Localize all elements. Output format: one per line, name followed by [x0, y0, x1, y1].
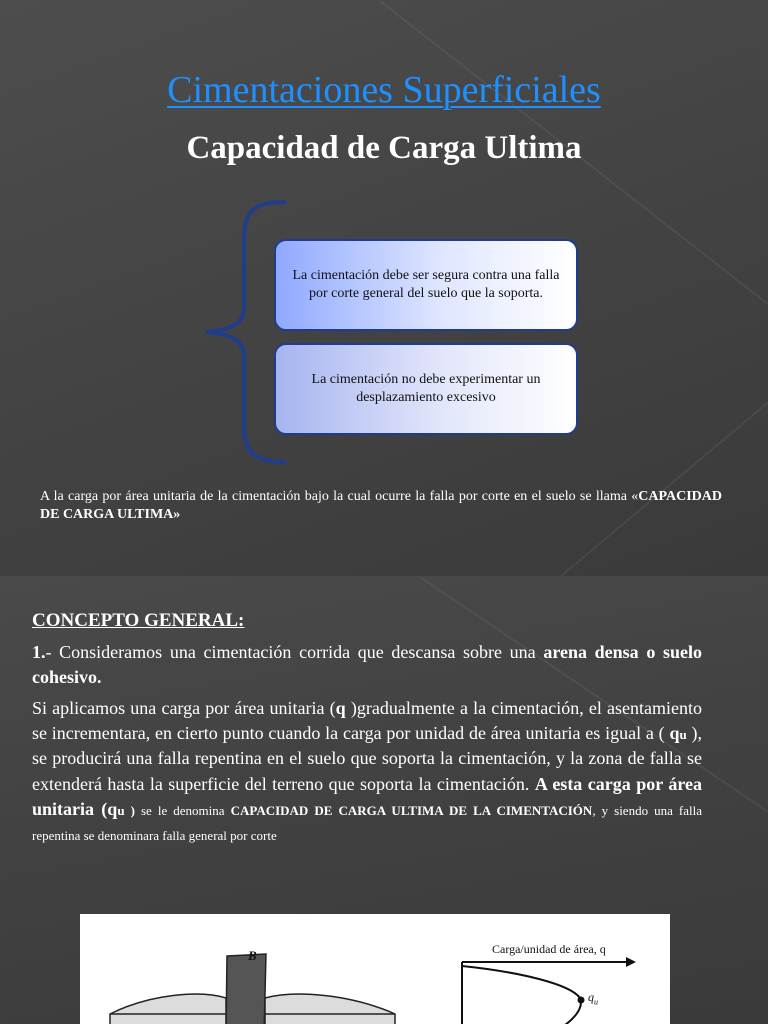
figure-qu-label	[588, 990, 598, 1006]
figure-qu-subscript: u	[594, 997, 598, 1007]
para-bold: arena densa o suelo cohesivo.	[32, 642, 702, 688]
paragraph-1	[32, 640, 702, 690]
para-number: 1.	[32, 642, 46, 662]
decorative-line	[559, 383, 768, 576]
note-end: »	[173, 507, 181, 523]
para-text: - Consideramos una cimentación corrida que descansa sobre una	[45, 642, 544, 662]
requirement-text: La cimentación no debe experimentar un desplazamiento excesivo	[311, 371, 541, 405]
requirement-text: La cimentación debe ser segura contra una falla por corte general del suelo que la soporta.	[292, 267, 560, 301]
failure-diagram-figure	[80, 914, 670, 1024]
para-small: se le denomina	[134, 802, 231, 818]
symbol-subscript: u	[679, 727, 687, 743]
slide-title[interactable]: Cimentaciones Superficiales	[167, 69, 601, 111]
para-small: , y siendo una falla repentina se denominara falla general por corte	[32, 802, 703, 843]
para-text: )gradualmente a la cimentación, el asentamiento se incrementara, en cierto punto cuando la carga por unidad de área unitaria es igual a (	[32, 698, 702, 744]
symbol-qu: q	[669, 723, 680, 744]
symbol-q: q	[335, 698, 346, 718]
definition-note	[40, 488, 722, 524]
figure-qu-symbol: q	[588, 990, 594, 1004]
requirement-box-shear-failure	[274, 239, 578, 331]
para-text: ), se producirá una falla repentina en el suelo que soporta la cimentación, y la zona de falla se extenderá hasta la superficie del terreno que soporta la cimentación.	[32, 723, 702, 794]
slide-2	[0, 576, 768, 1024]
paragraph-2	[32, 696, 702, 847]
note-text: A la carga por área unitaria de la cimentación bajo la cual ocurre la falla por corte en el suelo se llama «	[40, 489, 639, 504]
para-text: Si aplicamos una carga por área unitaria (	[32, 698, 336, 718]
figure-axis-label: Carga/unidad de área, q	[492, 942, 606, 956]
requirement-box-displacement	[274, 343, 578, 435]
foundation-diagram	[80, 914, 670, 1024]
slide-subtitle: Capacidad de Carga Ultima	[186, 130, 582, 166]
para-bold: A esta carga por área unitaria (q	[32, 773, 702, 819]
section-heading: CONCEPTO GENERAL:	[32, 610, 245, 631]
symbol-subscript: u )	[117, 802, 135, 818]
note-bold: CAPACIDAD DE CARGA ULTIMA	[40, 489, 722, 523]
para-bold-small: CAPACIDAD DE CARGA ULTIMA DE LA CIMENTACIÓN	[230, 802, 593, 818]
figure-label-b: B	[248, 948, 257, 963]
